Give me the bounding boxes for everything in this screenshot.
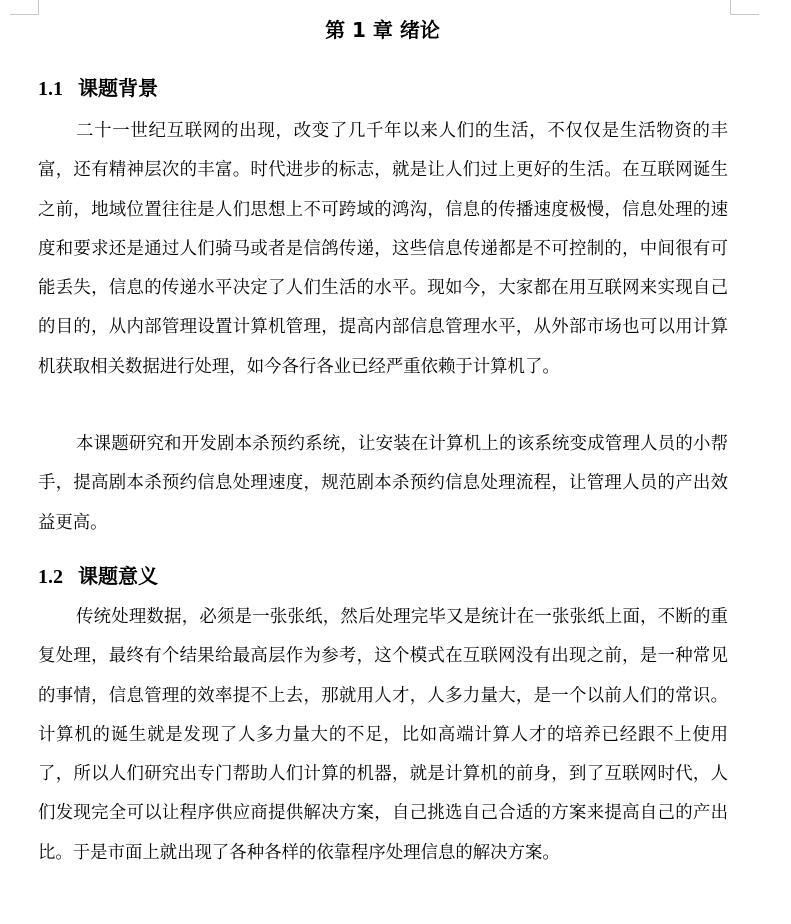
section-title: 课题背景: [78, 76, 158, 100]
page-corner-mark-right: [730, 0, 759, 15]
section-number: 1.2: [38, 566, 63, 588]
body-paragraph: 二十一世纪互联网的出现，改变了几千年以来人们的生活，不仅仅是生活物资的丰富，还有精神层次的丰富。时代进步的标志，就是让人们过上更好的生活。在互联网诞生之前，地域位置往往是人们思想上不可跨域的鸿沟，信息的传播速度极慢，信息处理的速度和要求还是通过人们骑马或者是信鸽传递，这些信息传递都是不可控制的，中间很有可能丢失，信息的传递水平决定了人们生活的水平。现如今，大家都在用互联网来实现自己的目的，从内部管理设置计算机管理，提高内部信息管理水平，从外部市场也可以用计算机获取相关数据进行处理，如今各行各业已经严重依赖于计算机了。: [38, 121, 728, 377]
chapter-title: 第 1 章 绪论: [325, 18, 440, 42]
page-corner-mark-left: [10, 0, 39, 15]
section-number: 1.1: [38, 78, 63, 100]
section-title: 课题意义: [78, 564, 158, 588]
body-paragraph: 传统处理数据，必须是一张张纸，然后处理完毕又是统计在一张张纸上面，不断的重复处理，最终有个结果给最高层作为参考，这个模式在互联网没有出现之前，是一种常见的事情，信息管理的效率提不上去，那就用人才，人多力量大，是一个以前人们的常识。计算机的诞生就是发现了人多力量大的不足，比如高端计算人才的培养已经跟不上使用了，所以人们研究出专门帮助人们计算的机器，就是计算机的前身，到了互联网时代，人们发现完全可以让程序供应商提供解决方案，自己挑选自己合适的方案来提高自己的产出比。于是市面上就出现了各种各样的依靠程序处理信息的解决方案。: [38, 607, 728, 863]
section-heading-1-2: [38, 561, 158, 592]
body-paragraph: 本课题研究和开发剧本杀预约系统，让安装在计算机上的该系统变成管理人员的小帮手，提高剧本杀预约信息处理速度，规范剧本杀预约信息处理流程，让管理人员的产出效益更高。: [38, 434, 728, 533]
section-heading-1-1: [38, 73, 158, 104]
